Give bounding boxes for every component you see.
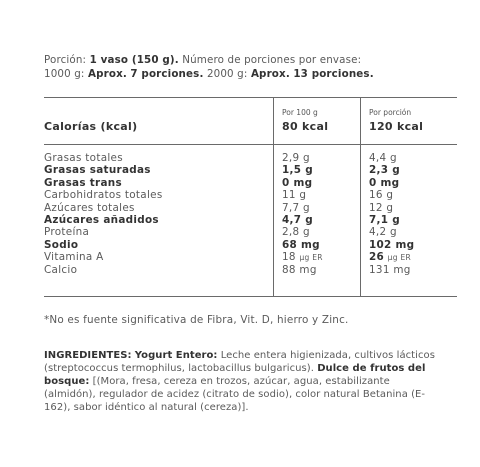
serving-size: 1 vaso (150 g). bbox=[89, 54, 179, 66]
ingredients-label: INGREDIENTES: bbox=[44, 350, 132, 361]
calories-label: Calorías (kcal) bbox=[44, 120, 138, 133]
calories-per-serving: 120 kcal bbox=[369, 120, 424, 133]
yogurt-text: Leche entera higienizada, cultivos lácticos (streptococcus termophilus, lactobacillus bulgaricus). bbox=[44, 350, 435, 374]
serving-info bbox=[44, 53, 464, 81]
nutrient-row bbox=[44, 189, 464, 201]
nutrient-label: Grasas trans bbox=[44, 176, 122, 189]
nutrient-label: Calcio bbox=[44, 263, 78, 276]
nutrient-row bbox=[44, 251, 464, 263]
nutrient-row bbox=[44, 164, 464, 176]
nutrient-per-100g: 0 mg bbox=[282, 176, 313, 189]
servings-per-container-label: Número de porciones por envase: bbox=[182, 54, 362, 66]
value: 18 bbox=[282, 251, 296, 264]
footnote: *No es fuente significativa de Fibra, Vit. D, hierro y Zinc. bbox=[44, 314, 349, 326]
nutrient-row bbox=[44, 152, 464, 164]
nutrient-row bbox=[44, 177, 464, 189]
calories-per-100g: 80 kcal bbox=[282, 120, 329, 133]
dulce-text: [(Mora, fresa, cereza en trozos, azúcar, agua, estabilizante (almidón), regulador de acidez (citrato de sodio), color natural Betanina (E-162), sabor idéntico al natural (cereza)]. bbox=[44, 376, 426, 413]
pack2-approx: Aprox. bbox=[250, 68, 290, 80]
pack2-count: 13 porciones. bbox=[293, 68, 374, 80]
serving-label: Porción: bbox=[44, 54, 87, 66]
nutrient-per-100g: 2,8 g bbox=[282, 226, 310, 239]
table-bottom-rule bbox=[44, 296, 457, 297]
nutrient-row bbox=[44, 239, 464, 251]
nutrient-per-100g: 68 mg bbox=[282, 238, 320, 251]
dulce-label: Dulce de frutos del bosque: bbox=[44, 363, 426, 387]
nutrient-label: Azúcares totales bbox=[44, 201, 135, 214]
col1-header: Por 100 g bbox=[282, 108, 318, 117]
nutrient-per-100g: 4,7 g bbox=[282, 214, 313, 226]
nutrient-per-serving: 131 mg bbox=[369, 263, 411, 276]
nutrient-per-serving: 0 mg bbox=[369, 176, 400, 189]
pack1-weight: 1000 g: bbox=[44, 68, 85, 80]
nutrient-label: Azúcares añadidos bbox=[44, 214, 159, 226]
pack1-approx: Aprox. bbox=[87, 68, 127, 80]
table-top-rule bbox=[44, 97, 457, 98]
nutrient-label: Sodio bbox=[44, 238, 79, 251]
nutrient-label: Carbohidratos totales bbox=[44, 189, 163, 202]
pack2-weight: 2000 g: bbox=[206, 68, 248, 80]
nutrient-per-100g: 88 mg bbox=[282, 263, 317, 276]
nutrient-per-serving: 2,3 g bbox=[369, 164, 400, 177]
nutrient-row bbox=[44, 214, 464, 226]
nutrient-per-100g: 11 g bbox=[282, 189, 307, 202]
nutrient-label: Vitamina A bbox=[44, 251, 104, 264]
nutrient-per-serving: 12 g bbox=[369, 201, 394, 214]
pack1-count: 7 porciones. bbox=[130, 68, 204, 80]
nutrient-label: Grasas saturadas bbox=[44, 164, 151, 177]
nutrient-per-100g: 7,7 g bbox=[282, 201, 310, 214]
unit: µg ER bbox=[299, 253, 323, 263]
nutrient-row bbox=[44, 226, 464, 238]
nutrient-row bbox=[44, 264, 464, 276]
nutrient-per-100g: 2,9 g bbox=[282, 152, 310, 164]
nutrient-label: Grasas totales bbox=[44, 152, 123, 164]
nutrient-per-serving bbox=[369, 251, 411, 264]
nutrient-per-serving: 102 mg bbox=[369, 238, 415, 251]
calories-rule bbox=[44, 144, 457, 145]
nutrient-per-100g bbox=[282, 251, 323, 264]
nutrient-per-serving: 16 g bbox=[369, 189, 394, 202]
nutrient-per-100g: 1,5 g bbox=[282, 164, 313, 177]
nutrient-row bbox=[44, 202, 464, 214]
nutrient-per-serving: 4,4 g bbox=[369, 152, 397, 164]
nutrient-per-serving: 7,1 g bbox=[369, 214, 400, 226]
unit: µg ER bbox=[387, 253, 412, 263]
value: 26 bbox=[369, 251, 385, 264]
nutrient-label: Proteína bbox=[44, 226, 90, 239]
ingredients bbox=[44, 349, 444, 414]
col2-header: Por porción bbox=[369, 108, 412, 117]
nutrient-per-serving: 4,2 g bbox=[369, 226, 397, 239]
yogurt-label: Yogurt Entero: bbox=[134, 350, 218, 361]
